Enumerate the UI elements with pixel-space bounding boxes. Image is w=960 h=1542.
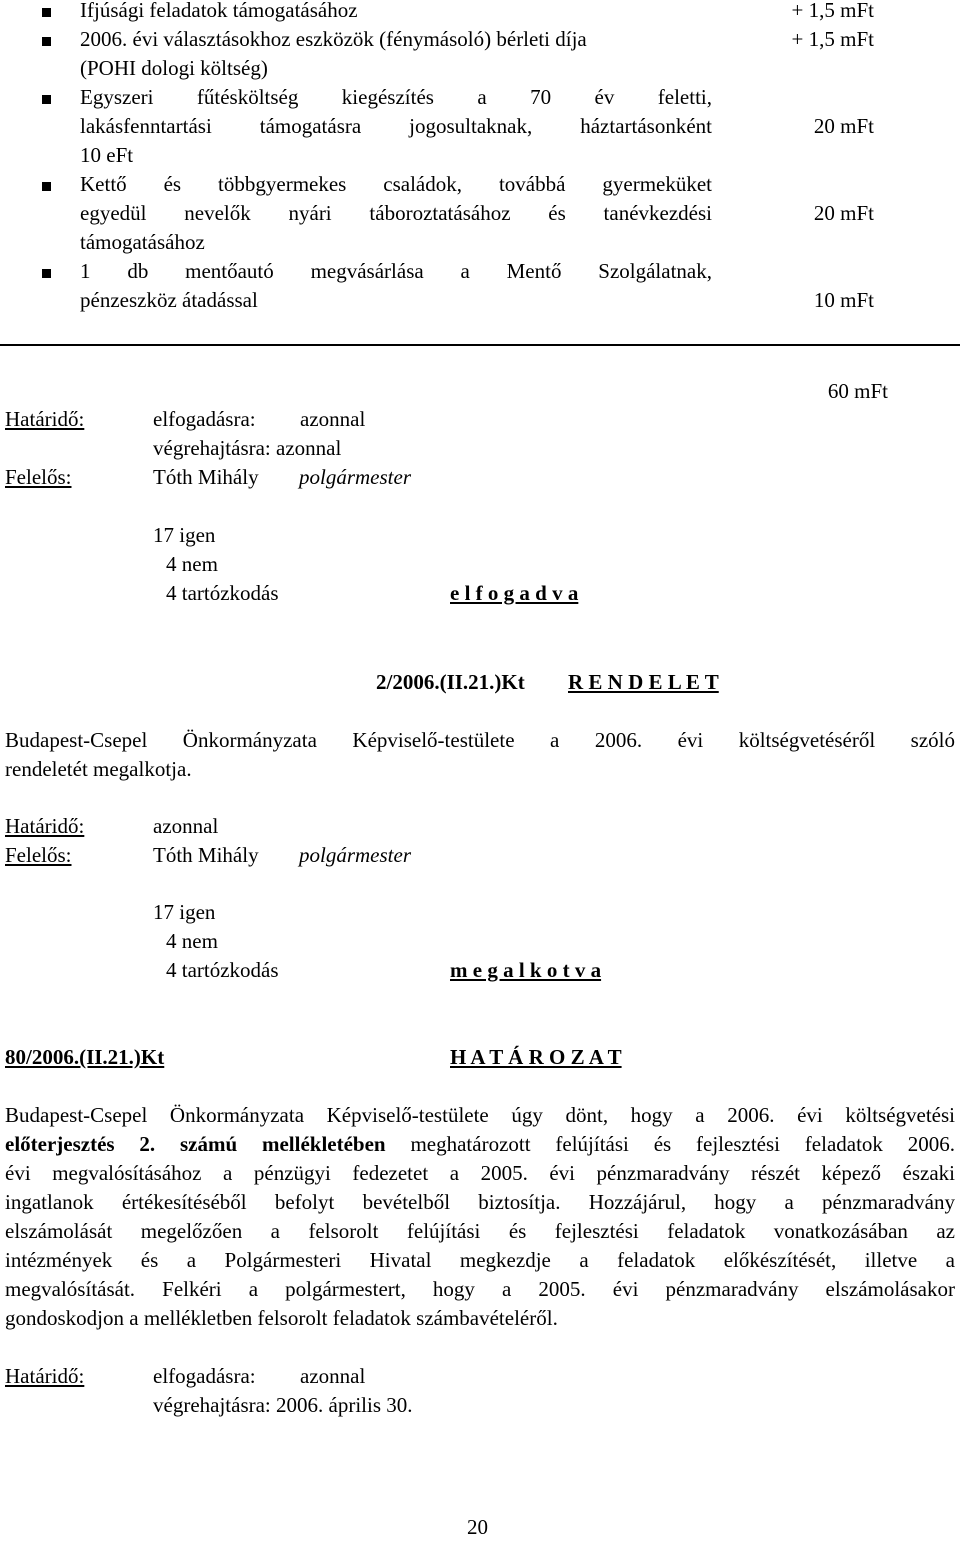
hatarozat-title: H A T Á R O Z A T bbox=[450, 1045, 622, 1069]
elfogadasra-label: elfogadásra: bbox=[153, 407, 256, 431]
felelos-title: polgármester bbox=[299, 465, 411, 489]
result-megalkotva: m e g a l k o t v a bbox=[450, 958, 602, 982]
hatarido-label: Határidő: bbox=[5, 814, 85, 838]
vote-igen: 17 igen bbox=[153, 523, 216, 547]
felelos-label: Felelős: bbox=[5, 465, 72, 489]
rendelet-number: 2/2006.(II.21.)Kt bbox=[376, 670, 525, 694]
hatarido-label: Határidő: bbox=[5, 1364, 85, 1388]
hatarido-label: Határidő: bbox=[5, 407, 85, 431]
felelos-name: Tóth Mihály bbox=[153, 465, 259, 489]
bullet-text: 10 eFt bbox=[80, 143, 134, 167]
bullet-text: Egyszeri fűtésköltség kiegészítés a 70 év feletti, bbox=[80, 85, 712, 109]
elfogadasra-value: azonnal bbox=[300, 407, 366, 431]
bullet-amount: 20 mFt bbox=[813, 114, 874, 138]
bullet-text: (POHI dologi költség) bbox=[80, 56, 268, 80]
bullet-marker bbox=[42, 95, 51, 104]
bold-reference: előterjesztés 2. számú mellékletében bbox=[5, 1132, 386, 1156]
bullet-amount: + 1,5 mFt bbox=[791, 27, 874, 51]
rendelet-title: R E N D E L E T bbox=[568, 670, 719, 694]
hatarozat-text-line: intézmények és a Polgármesteri Hivatal megkezdje a feladatok előkészítését, illetve a bbox=[5, 1248, 955, 1272]
bullet-marker bbox=[42, 8, 51, 17]
hatarozat-text-line: gondoskodjon a mellékletben felsorolt feladatok számbavételéről. bbox=[5, 1306, 558, 1330]
bullet-text: Ifjúsági feladatok támogatásához bbox=[80, 0, 358, 22]
bullet-text: 1 db mentőautó megvásárlása a Mentő Szolgálatnak, bbox=[80, 259, 712, 283]
bullet-amount: 20 mFt bbox=[813, 201, 874, 225]
bullet-text: pénzeszköz átadással bbox=[80, 288, 258, 312]
felelos-label: Felelős: bbox=[5, 843, 72, 867]
rendelet-text-line: Budapest-Csepel Önkormányzata Képviselő-testülete a 2006. évi költségvetéséről szóló bbox=[5, 728, 955, 752]
hatarozat-text-line: Budapest-Csepel Önkormányzata Képviselő-testülete úgy dönt, hogy a 2006. évi költségvetési bbox=[5, 1103, 955, 1127]
bullet-marker bbox=[42, 37, 51, 46]
elfogadasra-value: azonnal bbox=[300, 1364, 366, 1388]
vote-igen: 17 igen bbox=[153, 900, 216, 924]
result-elfogadva: e l f o g a d v a bbox=[450, 581, 579, 605]
elfogadasra-label: elfogadásra: bbox=[153, 1364, 256, 1388]
felelos-title: polgármester bbox=[299, 843, 411, 867]
vegrehajtasra-text: végrehajtásra: 2006. április 30. bbox=[153, 1393, 413, 1417]
bullet-marker bbox=[42, 269, 51, 278]
bullet-marker bbox=[42, 182, 51, 191]
bullet-text: támogatásához bbox=[80, 230, 205, 254]
bullet-text: 2006. évi választásokhoz eszközök (fénymásoló) bérleti díja bbox=[80, 27, 587, 51]
hatarozat-number: 80/2006.(II.21.)Kt bbox=[5, 1045, 165, 1069]
vote-tartozkodas: 4 tartózkodás bbox=[166, 958, 279, 982]
rendelet-text-line: rendeletét megalkotja. bbox=[5, 757, 192, 781]
vote-nem: 4 nem bbox=[166, 552, 218, 576]
bullet-amount: 10 mFt bbox=[813, 288, 874, 312]
vote-nem: 4 nem bbox=[166, 929, 218, 953]
bullet-text: egyedül nevelők nyári táboroztatásához és tanévkezdési bbox=[80, 201, 712, 225]
page-number: 20 bbox=[467, 1515, 488, 1539]
hatarozat-text-line: megvalósítását. Felkéri a polgármestert, hogy a 2005. évi pénzmaradvány elszámolásakor bbox=[5, 1277, 955, 1301]
hatarido-value: azonnal bbox=[153, 814, 219, 838]
felelos-name: Tóth Mihály bbox=[153, 843, 259, 867]
bullet-amount: + 1,5 mFt bbox=[791, 0, 874, 22]
hatarozat-text-line: előterjesztés 2. számú mellékletében meghatározott felújítási és fejlesztési feladatok 2006. bbox=[5, 1132, 956, 1156]
hatarozat-text-line: elszámolását megelőzően a felsorolt felújítási és fejlesztési feladatok vonatkozásában az bbox=[5, 1219, 955, 1243]
bullet-text: Kettő és többgyermekes családok, továbbá gyermeküket bbox=[80, 172, 712, 196]
vote-tartozkodas: 4 tartózkodás bbox=[166, 581, 279, 605]
total-amount: 60 mFt bbox=[827, 379, 888, 403]
hatarozat-text-line: ingatlanok értékesítéséből befolyt bevételből biztosítja. Hozzájárul, hogy a pénzmaradvány bbox=[5, 1190, 955, 1214]
hatarozat-text-line: évi megvalósításához a pénzügyi fedezetet a 2005. évi pénzmaradvány részét képező északi bbox=[5, 1161, 955, 1185]
bullet-text: lakásfenntartási támogatásra jogosultaknak, háztartásonként bbox=[80, 114, 712, 138]
vegrehajtasra-text: végrehajtásra: azonnal bbox=[153, 436, 342, 460]
sum-divider bbox=[0, 344, 960, 346]
